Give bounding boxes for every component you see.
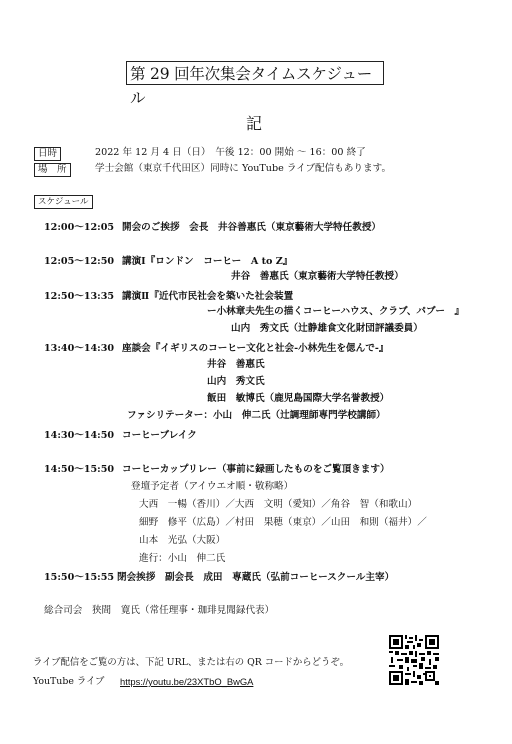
item-text: コーヒーブレイク bbox=[122, 430, 197, 441]
relay-line: 進行：小山 伸二氏 bbox=[139, 553, 226, 564]
time: 12:50～13:35 bbox=[44, 291, 115, 302]
schedule-label: スケジュール bbox=[34, 195, 93, 209]
qr-code-icon[interactable] bbox=[389, 635, 439, 685]
footer-note: ライブ配信をご覧の方は、下記 URL、または右の QR コードからどうぞ。 bbox=[33, 657, 349, 668]
ki-heading: 記 bbox=[246, 114, 263, 133]
time: 14:50～15:50 bbox=[44, 464, 115, 475]
relay-line: 山本 光弘（大阪） bbox=[139, 535, 226, 546]
time: 12:05～12:50 bbox=[44, 256, 115, 267]
item-text: 講演Ⅰ『ロンドン コーヒー A to Z』 bbox=[122, 256, 293, 267]
relay-line: 大西 一暢（香川）／大西 文明（愛知）／角谷 智（和歌山） bbox=[139, 499, 418, 510]
place-value: 学士会館（東京千代田区）同時に YouTube ライブ配信もあります。 bbox=[95, 163, 392, 174]
time: 12:00～12:05 bbox=[44, 222, 115, 233]
mc-line: 総合司会 狭間 寛氏（常任理事・珈琲見聞録代表） bbox=[44, 605, 275, 616]
panelist: 井谷 善惠氏 bbox=[207, 359, 265, 370]
youtube-label: YouTube ライブ bbox=[33, 676, 105, 687]
relay-line: 登壇予定者（アイウエオ順・敬称略） bbox=[131, 481, 294, 492]
item-text: コーヒーカップリレー（事前に録画したものをご覧頂きます） bbox=[122, 464, 390, 475]
place-label: 場 所 bbox=[34, 163, 71, 177]
date-value: 2022 年 12 月 4 日（日） 午後 12：00 開始 ～ 16：00 終了 bbox=[95, 147, 366, 158]
time: 14:30～14:50 bbox=[44, 430, 115, 441]
facilitator: ファシリテーター：小山 伸二氏（辻調理師専門学校講師） bbox=[127, 410, 386, 421]
item-text-2: ー小林章夫先生の描くコーヒーハウス、クラブ、パブー 』 bbox=[207, 306, 465, 317]
youtube-link[interactable]: https://youtu.be/23XTbO_BwGA bbox=[120, 676, 254, 687]
item-text: 座談会『イギリスのコーヒー文化と社会‐小林先生を偲んで‐』 bbox=[122, 343, 389, 354]
speaker: 井谷 善惠氏（東京藝術大学特任教授） bbox=[231, 271, 404, 282]
panelist: 飯田 敏博氏（鹿児島国際大学名誉教授） bbox=[207, 393, 390, 404]
page-title: 第 29 回年次集会タイムスケジュール bbox=[126, 61, 384, 85]
item-text: 閉会挨拶 副会長 成田 専蔵氏（弘前コーヒースクール主宰） bbox=[117, 572, 395, 583]
speaker: 山内 秀文氏（辻静雄食文化財団評議委員） bbox=[231, 323, 423, 334]
time: 15:50～15:55 bbox=[44, 572, 115, 583]
item-text: 開会のご挨拶 会長 井谷善惠氏（東京藝術大学特任教授） bbox=[122, 222, 382, 233]
time: 13:40～14:30 bbox=[44, 343, 115, 354]
panelist: 山内 秀文氏 bbox=[207, 376, 265, 387]
date-label: 日時 bbox=[34, 147, 61, 161]
item-text: 講演Ⅱ『近代市民社会を築いた社会装置 bbox=[122, 291, 294, 302]
relay-line: 細野 修平（広島）／村田 果穂（東京）／山田 和則（福井）／ bbox=[139, 517, 427, 528]
